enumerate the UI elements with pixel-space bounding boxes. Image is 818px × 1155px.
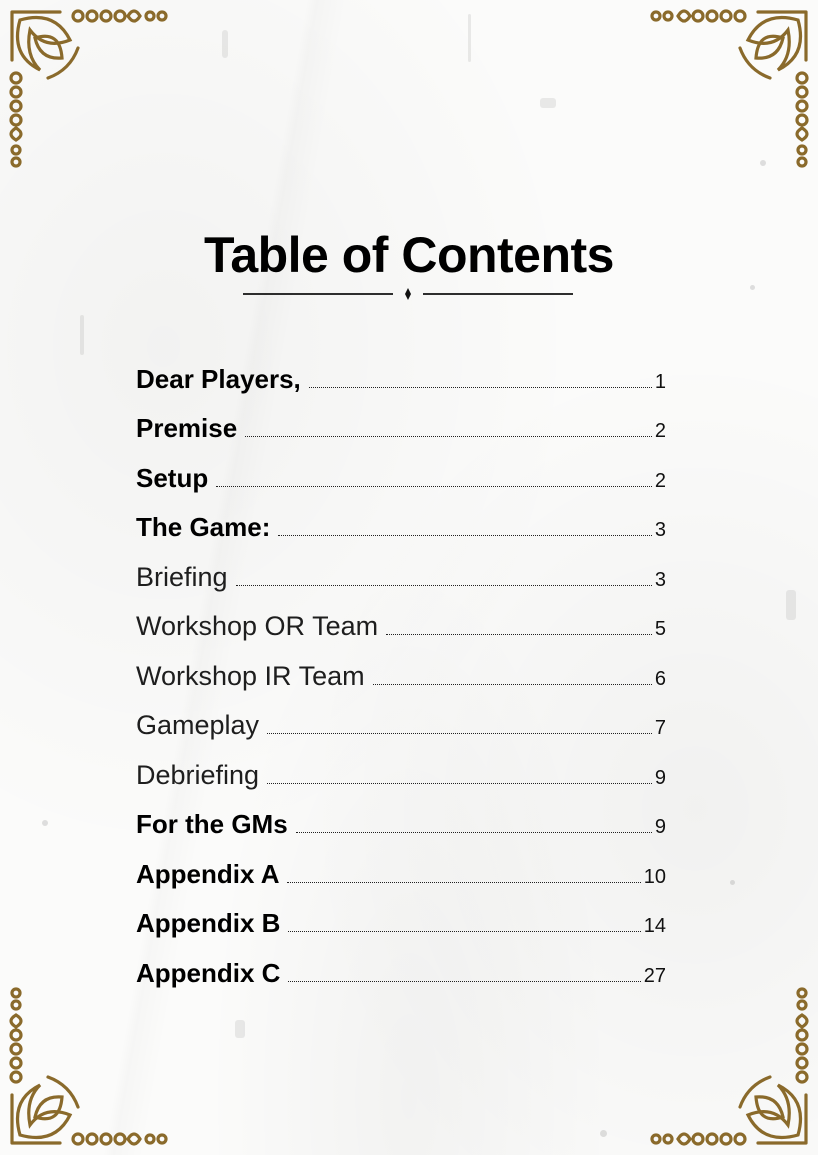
toc-entry[interactable]	[136, 940, 666, 990]
paper-texture	[540, 98, 556, 108]
toc-entry[interactable]	[136, 594, 666, 644]
toc-entry[interactable]	[136, 792, 666, 842]
toc-entry[interactable]	[136, 643, 666, 693]
paper-texture	[80, 315, 84, 355]
paper-texture	[222, 30, 228, 58]
toc-entry-label: Premise	[136, 413, 238, 443]
paper-texture	[42, 820, 48, 826]
toc-entry[interactable]	[136, 841, 666, 891]
paper-texture	[786, 590, 796, 620]
toc-entry-label: Debriefing	[136, 759, 260, 790]
toc-entry-label: Appendix B	[136, 908, 281, 938]
dot-leader	[267, 782, 652, 784]
toc-entry-page-number: 2	[654, 420, 666, 442]
toc-entry[interactable]	[136, 544, 666, 594]
dot-leader	[296, 831, 652, 833]
toc-entry-page-number: 9	[654, 816, 666, 838]
paper-texture	[235, 1020, 245, 1038]
dot-leader	[309, 386, 652, 388]
toc-entry-label: Dear Players,	[136, 363, 301, 394]
paper-texture	[600, 1130, 607, 1137]
corner-ornament-icon	[0, 965, 190, 1155]
toc-entry-label: Gameplay	[136, 710, 260, 740]
dot-leader	[236, 584, 652, 586]
page-title: Table of Contents	[203, 227, 614, 283]
toc-entry-page-number: 7	[654, 717, 666, 739]
toc-entry-label: Appendix C	[136, 957, 281, 988]
toc-entry[interactable]	[136, 742, 666, 792]
dot-leader	[373, 683, 652, 685]
toc-entry[interactable]	[136, 445, 666, 495]
dot-leader	[267, 732, 652, 734]
dot-leader	[245, 435, 652, 437]
toc-entry-page-number: 9	[654, 766, 666, 789]
toc-entry[interactable]	[136, 891, 666, 941]
toc-entry-page-number: 3	[654, 568, 666, 591]
toc-entry-label: The Game:	[136, 512, 271, 542]
toc-entry-label: Setup	[136, 462, 209, 493]
dot-leader	[216, 485, 652, 487]
toc-entry-label: Appendix A	[136, 858, 280, 889]
toc-entry-page-number: 10	[643, 865, 666, 888]
toc-entry[interactable]	[136, 495, 666, 545]
toc-entry-page-number: 1	[654, 370, 666, 393]
corner-ornament-icon	[0, 0, 190, 190]
toc-entry-label: For the GMs	[136, 809, 288, 839]
paper-texture	[730, 880, 735, 885]
toc-entry-page-number: 14	[643, 915, 666, 937]
paper-texture	[468, 14, 471, 62]
corner-ornament-icon	[628, 0, 818, 190]
title-divider-icon	[243, 286, 573, 302]
table-of-contents-list	[136, 346, 666, 990]
dot-leader	[288, 980, 640, 982]
toc-entry-page-number: 5	[654, 618, 666, 640]
dot-leader	[287, 881, 640, 883]
dot-leader	[288, 930, 640, 932]
dot-leader	[278, 534, 652, 536]
toc-entry-page-number: 6	[654, 667, 666, 690]
toc-entry[interactable]	[136, 346, 666, 396]
toc-entry[interactable]	[136, 693, 666, 743]
corner-ornament-icon	[628, 965, 818, 1155]
toc-entry-page-number: 2	[654, 469, 666, 492]
toc-entry-page-number: 27	[643, 964, 666, 987]
toc-entry-page-number: 3	[654, 519, 666, 541]
toc-entry-label: Workshop OR Team	[136, 611, 379, 641]
dot-leader	[386, 633, 652, 635]
toc-entry[interactable]	[136, 396, 666, 446]
toc-entry-label: Briefing	[136, 561, 228, 592]
paper-texture	[750, 285, 755, 290]
toc-entry-label: Workshop IR Team	[136, 660, 365, 691]
